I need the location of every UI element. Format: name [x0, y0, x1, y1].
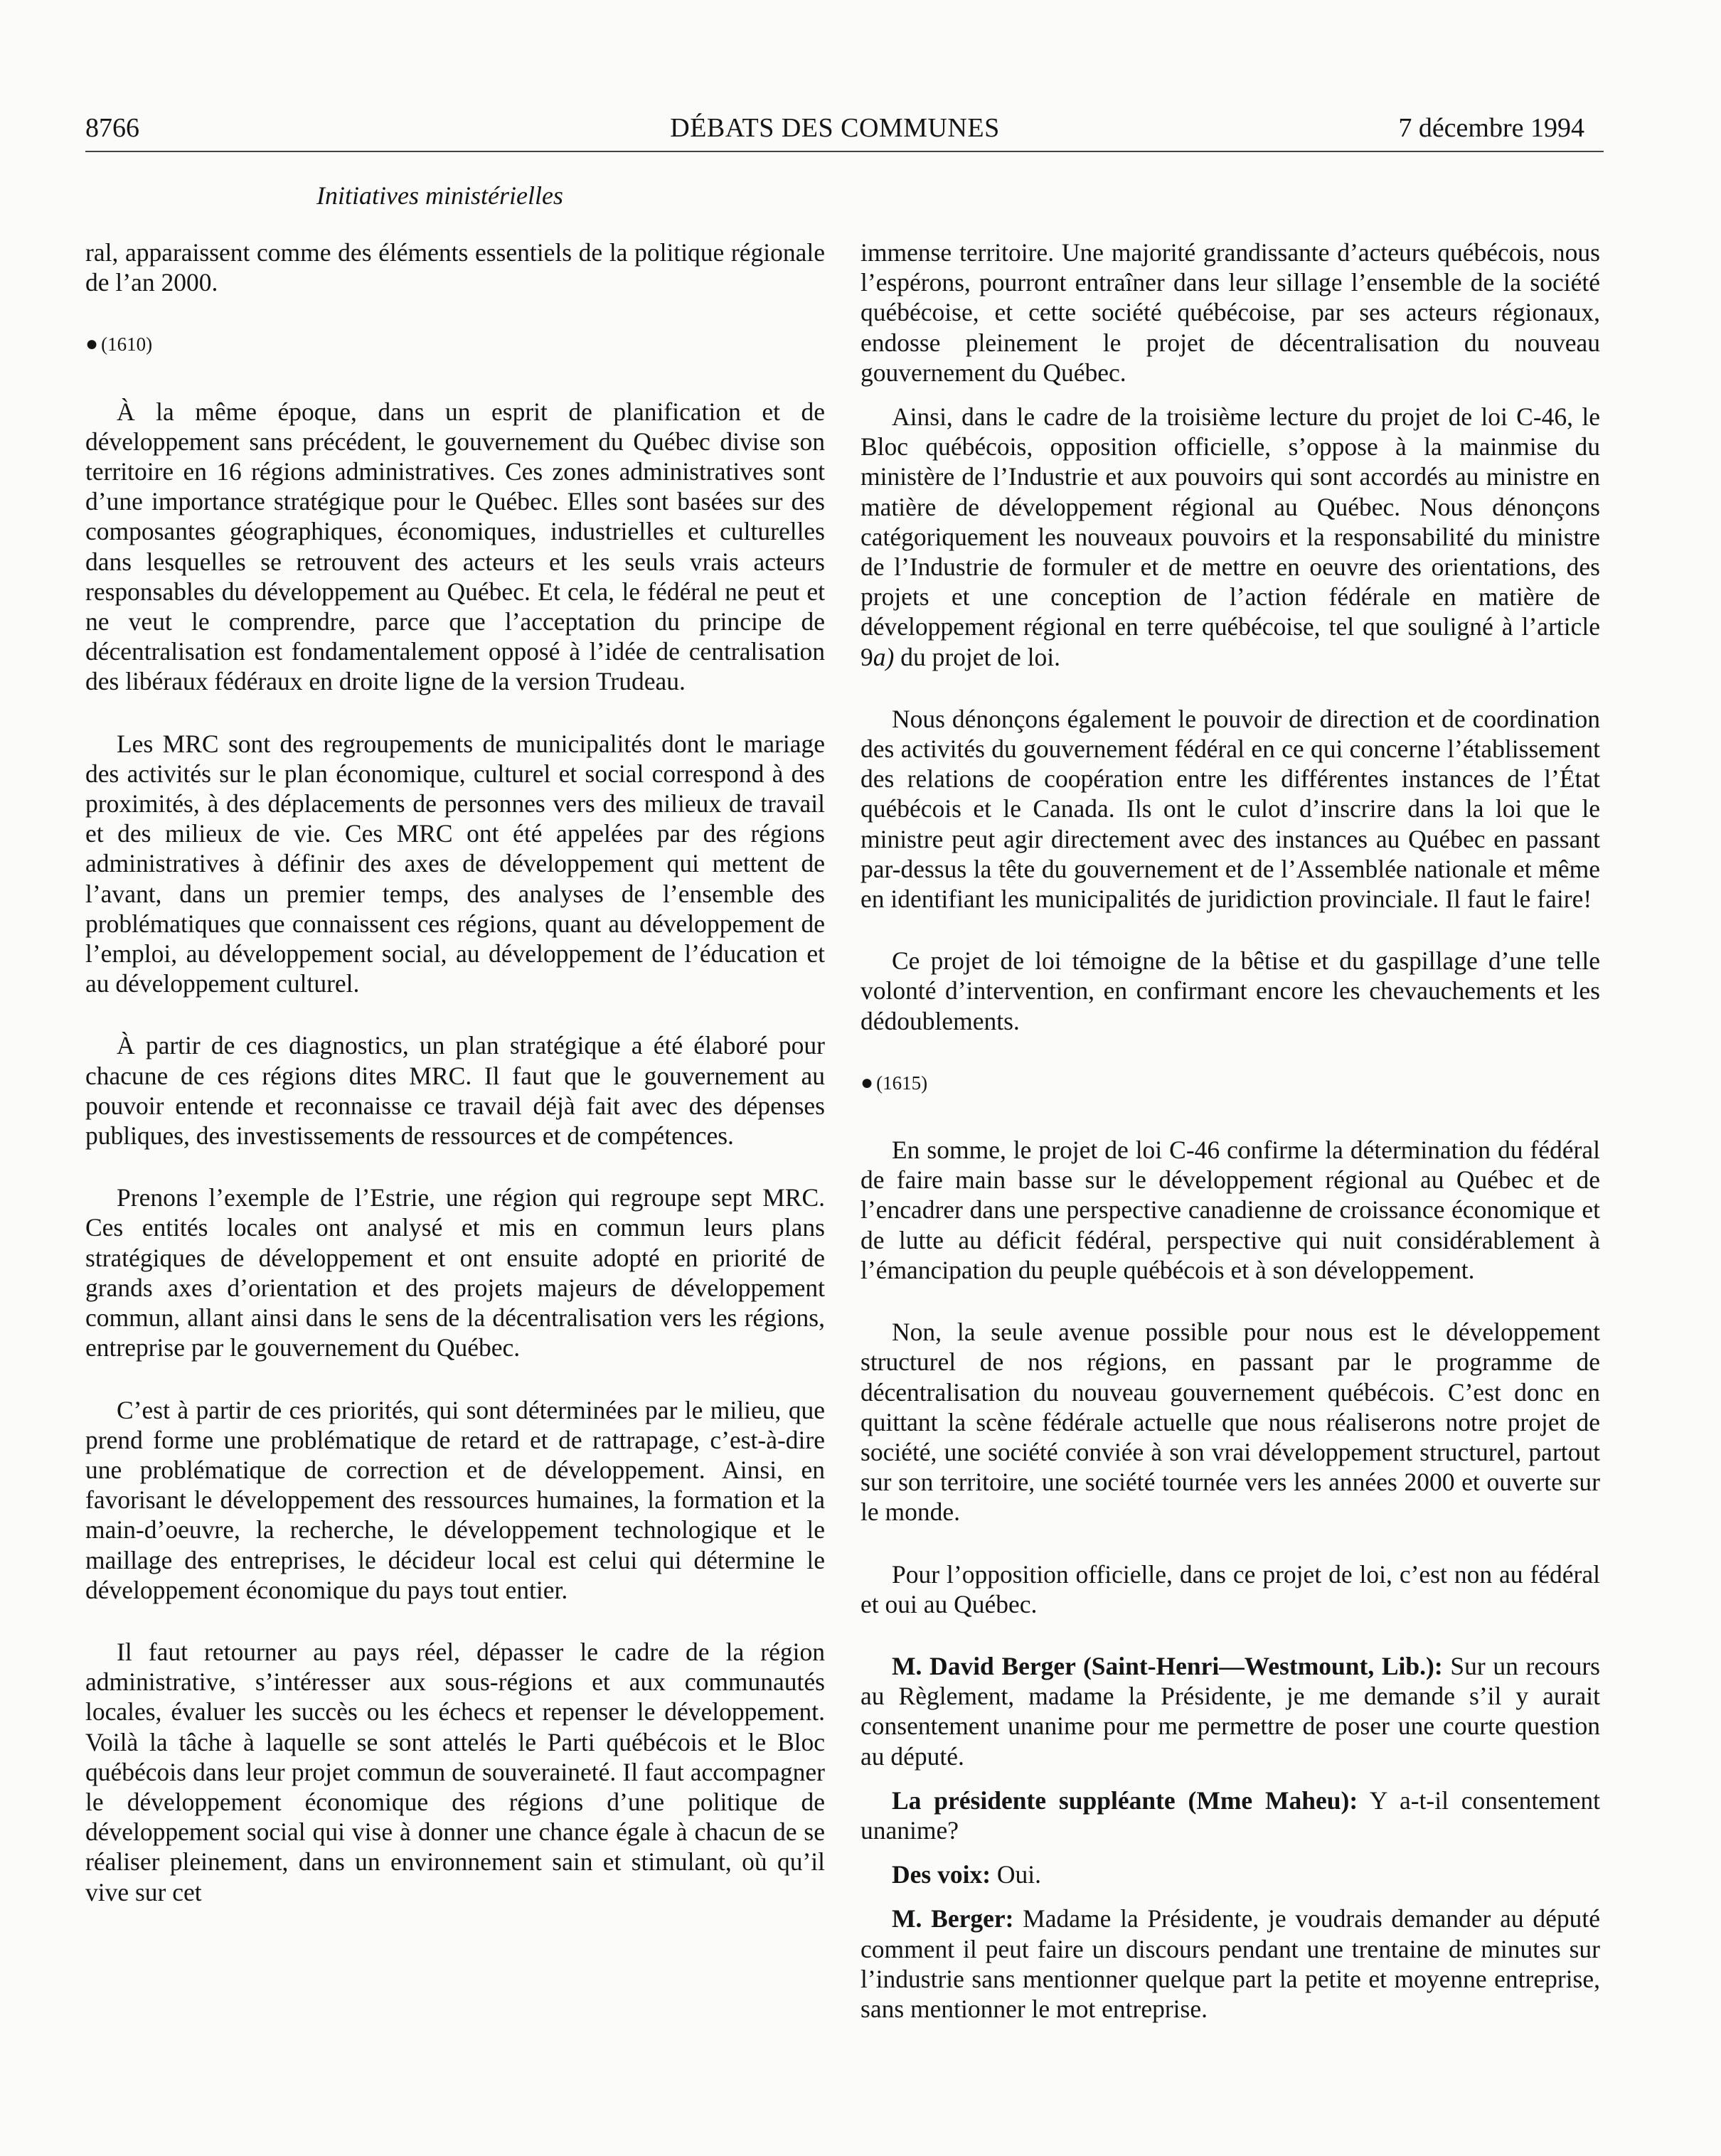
speaker-name: M. David Berger (Saint-Henri—Westmount, Lib.):: [892, 1651, 1443, 1680]
page-number: 8766: [85, 113, 139, 143]
speaker-name: Des voix:: [892, 1860, 991, 1889]
paragraph: Nous dénonçons également le pouvoir de direction et de coordination des activités du gouvernement fédéral en ce qui concerne l’établissement des relations de coopération entre les différentes instances de l’État québécois et le Canada. Ils ont le culot d’inscrire dans la loi que le ministre peut agir directement avec des instances au Québec en passant par-dessus la tête du gouvernement et de l’Assemblée nationale et même en identifiant les municipalités de juridiction provinciale. Il faut le faire!: [860, 704, 1600, 914]
time-marker-label: (1615): [876, 1072, 928, 1094]
speaker-name: M. Berger:: [892, 1904, 1014, 1933]
paragraph: immense territoire. Une majorité grandissante d’acteurs québécois, nous l’espérons, pourront entraîner dans leur sillage l’ensemble de la société québécoise, et cette société québécoise, par ses acteurs régionaux, endosse pleinement le projet de décentralisation du nouveau gouvernement du Québec.: [860, 238, 1600, 387]
paragraph: Prenons l’exemple de l’Estrie, une région qui regroupe sept MRC. Ces entités locales ont analysé et mis en commun leurs plans stratégiques de développement et ont ensuite adopté en priorité de grands axes d’orientation et des projets majeurs de développement commun, allant ainsi dans le sens de la décentralisation vers les régions, entreprise par le gouvernement du Québec.: [85, 1183, 825, 1362]
paragraph: Ce projet de loi témoigne de la bêtise et du gaspillage d’une telle volonté d’intervention, en confirmant encore les chevauchements et les dédoublements.: [860, 946, 1600, 1035]
speech-text: Sur un recours au Règlement, madame la Présidente, je me demande s’il y aurait consentement unanime pour me permettre de poser une courte question au député.: [860, 1651, 1600, 1771]
time-marker: [85, 329, 825, 359]
speech-text: Oui.: [991, 1860, 1042, 1889]
speech-text: Y a-t-il consentement unanime?: [860, 1786, 1600, 1845]
paragraph: Les MRC sont des regroupements de municipalités dont le mariage des activités sur le plan économique, culturel et social correspond à des proximités, à des déplacements de personnes vers des milieux de travail et des milieux de vie. Ces MRC ont été appelées par des régions administratives à définir des axes de développement qui mettent de l’avant, dans un premier temps, des analyses de l’ensemble des problématiques que connaissent ces régions, quant au développement de l’emploi, au développement social, au développement de l’éducation et au développement culturel.: [85, 729, 825, 998]
speaker-name: La présidente suppléante (Mme Maheu):: [892, 1786, 1358, 1815]
speech-paragraph: [860, 1859, 1600, 1889]
page-header: [85, 107, 1584, 149]
publication-title: DÉBATS DES COMMUNES: [670, 113, 1000, 143]
time-marker: [860, 1068, 1600, 1098]
bullet-icon: ●: [860, 1070, 874, 1094]
right-column: [860, 238, 1600, 2038]
paragraph: C’est à partir de ces priorités, qui sont déterminées par le milieu, que prend forme une problématique de retard et de rattrapage, c’est-à-dire une problématique de correction et de développement. Ainsi, en favorisant le développement des ressources humaines, la formation et la main-d’oeuvre, la recherche, le développement technologique et le maillage des entreprises, le décideur local est celui qui détermine le développement économique du pays tout entier.: [85, 1395, 825, 1604]
speech-paragraph: [860, 1904, 1600, 2024]
paragraph: Pour l’opposition officielle, dans ce projet de loi, c’est non au fédéral et oui au Québec.: [860, 1559, 1600, 1618]
time-marker-label: (1610): [101, 333, 153, 356]
bullet-icon: ●: [85, 332, 99, 356]
paragraph: Il faut retourner au pays réel, dépasser le cadre de la région administrative, s’intéresser aux sous-régions et aux communautés locales, évaluer les succès ou les échecs et repenser le développement. Voilà la tâche à laquelle se sont attelés le Parti québécois et le Bloc québécois dans leur projet commun de souveraineté. Il faut accompagner le développement économique des régions d’une politique de développement social qui vise à donner une chance égale à chacun de se réaliser pleinement, dans un environnement sain et stimulant, où qu’il vive sur cet: [85, 1637, 825, 1906]
paragraph: [860, 402, 1600, 672]
paragraph: À la même époque, dans un esprit de planification et de développement sans précédent, le gouvernement du Québec divise son territoire en 16 régions administratives. Ces zones administratives sont d’une importance stratégique pour le Québec. Elles sont basées sur des composantes géographiques, économiques, industrielles et culturelles dans lesquelles se retrouvent des acteurs et les seuls vrais acteurs responsables du développement au Québec. Et cela, le fédéral ne peut et ne veut le comprendre, parce que l’acceptation du principe de décentralisation est fondamentalement opposé à l’idée de centralisation des libéraux fédéraux en droite ligne de la version Trudeau.: [85, 397, 825, 696]
paragraph: En somme, le projet de loi C-46 confirme la détermination du fédéral de faire main basse sur le développement régional au Québec et de l’encadrer dans une perspective canadienne de croissance économique et de lutte au déficit fédéral, perspective qui nuit considérablement à l’émancipation du peuple québécois et à son développement.: [860, 1136, 1600, 1284]
paragraph: Non, la seule avenue possible pour nous est le développement structurel de nos régions, en passant par le programme de décentralisation du nouveau gouvernement québécois. C’est donc en quittant la scène fédérale actuelle que nous réaliserons notre projet de société, une société conviée à son vrai développement structurel, partout sur son territoire, une société tournée vers les années 2000 et ouverte sur le monde.: [860, 1318, 1600, 1527]
paragraph: À partir de ces diagnostics, un plan stratégique a été élaboré pour chacune de ces régions dites MRC. Il faut que le gouvernement au pouvoir entende et reconnaisse ce travail déjà fait avec des dépenses publiques, des investissements de ressources et de compétences.: [85, 1031, 825, 1151]
speech-text: Madame la Présidente, je voudrais demander au député comment il peut faire un discours pendant une trentaine de minutes sur l’industrie sans mentionner quelque part la petite et moyenne entreprise, sans mentionner le mot entreprise.: [860, 1904, 1600, 2023]
paragraph-text: du projet de loi.: [894, 642, 1060, 671]
paragraph: ral, apparaissent comme des éléments essentiels de la politique régionale de l’an 2000.: [85, 238, 825, 297]
section-title: Initiatives ministérielles: [316, 181, 563, 210]
left-column: [85, 238, 825, 1939]
header-rule: [85, 151, 1604, 152]
article-reference: a): [873, 642, 895, 671]
speech-paragraph: [860, 1651, 1600, 1771]
publication-date: 7 décembre 1994: [1398, 113, 1584, 143]
paragraph-text: Ainsi, dans le cadre de la troisième lecture du projet de loi C-46, le Bloc québécois, opposition officielle, s’oppose à la mainmise du ministère de l’Industrie et aux pouvoirs qui sont accordés au ministre en matière de développement régional au Québec. Nous dénonçons catégoriquement les nouveaux pouvoirs et la responsabilité du ministre de l’Industrie de formuler et de mettre en oeuvre des orientations, des projets et une conception de l’action fédérale en matière de développement régional en terre québécoise, tel que souligné à l’article 9: [860, 402, 1600, 671]
speech-paragraph: [860, 1786, 1600, 1845]
